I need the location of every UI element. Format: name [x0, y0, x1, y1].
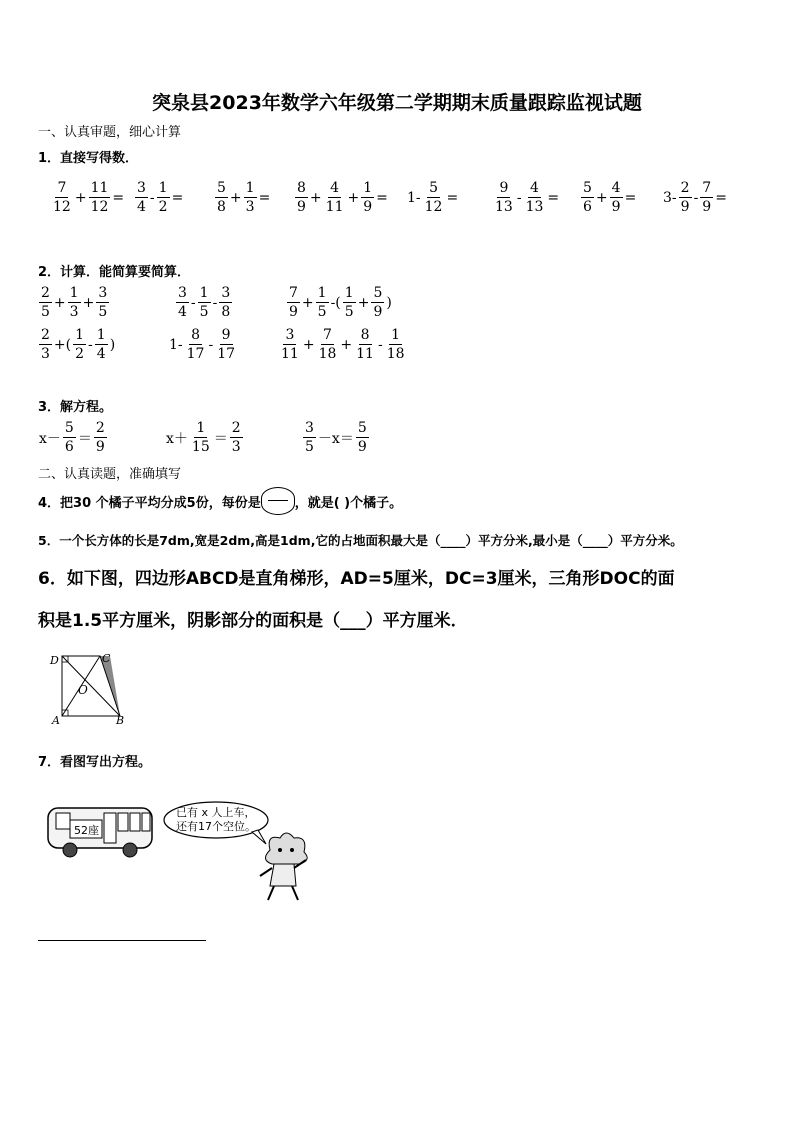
- operator: ＝: [77, 430, 92, 447]
- operator: +: [357, 294, 370, 311]
- numerator: 3: [283, 327, 296, 345]
- bus-window: [56, 813, 70, 829]
- fraction: [423, 180, 445, 215]
- denominator: 3: [231, 439, 241, 456]
- denominator: 9: [373, 304, 383, 321]
- operator: +: [340, 336, 353, 353]
- fraction: [356, 420, 369, 455]
- fraction: [324, 180, 346, 215]
- numerator: 1: [316, 285, 329, 303]
- operator: +: [595, 189, 608, 206]
- numerator: 7: [321, 327, 334, 345]
- fraction: [343, 285, 356, 320]
- denominator: 5: [199, 304, 209, 321]
- denominator: 6: [64, 439, 74, 456]
- denominator: 12: [53, 199, 71, 216]
- denominator: 12: [424, 199, 443, 216]
- question-5: 5．一个长方体的长是7dm,宽是2dm,高是1dm,它的占地面积最大是（____）平方分米,最小是（____）平方分米。: [38, 533, 683, 548]
- numerator: 11: [89, 180, 111, 198]
- fraction: [303, 420, 316, 455]
- fraction: [39, 285, 52, 320]
- numerator: 1: [157, 180, 170, 198]
- numerator: 1: [95, 327, 108, 345]
- denominator: 9: [297, 199, 306, 216]
- numerator: 2: [94, 420, 107, 438]
- fraction: [219, 285, 232, 320]
- q2-item-1: [38, 285, 110, 320]
- operator: -: [149, 189, 155, 206]
- numerator: 2: [39, 327, 52, 345]
- equals-sign: =: [715, 189, 727, 206]
- q2-item-6: [278, 327, 408, 362]
- label-b: B: [116, 714, 125, 726]
- numerator: 3: [303, 420, 316, 438]
- bus-illustration: [44, 804, 158, 860]
- numerator: 3: [176, 285, 189, 303]
- bus-wheel: [63, 843, 77, 857]
- operator: -: [693, 189, 699, 206]
- bus-wheel: [123, 843, 137, 857]
- fraction: [244, 180, 257, 215]
- question-2-label: 2．计算．能简算要简算．: [38, 265, 191, 280]
- fraction: [700, 180, 713, 215]
- denominator: 13: [495, 199, 513, 216]
- denominator: 2: [158, 199, 168, 216]
- character-eye: [278, 848, 282, 852]
- fraction: [51, 180, 73, 215]
- numerator: 1: [389, 327, 402, 345]
- denominator: 9: [357, 439, 367, 456]
- denominator: 18: [386, 346, 405, 363]
- denominator: 4: [96, 346, 106, 363]
- equals-sign: =: [624, 189, 637, 206]
- q3-equation-3: [302, 420, 370, 455]
- numerator: 4: [328, 180, 341, 198]
- numerator: 9: [220, 327, 233, 345]
- denominator: 9: [680, 199, 690, 216]
- fraction: [287, 285, 300, 320]
- close-paren: ): [386, 294, 392, 311]
- q1-row: [50, 180, 750, 224]
- operator: －x＝: [317, 430, 354, 447]
- denominator: 5: [41, 304, 50, 321]
- operator: +: [302, 336, 315, 353]
- operator: -: [88, 336, 93, 353]
- section-2-heading: 二、认真读题，准确填写: [38, 467, 182, 482]
- q4-text-2: ，就是( )个橘子。: [294, 495, 403, 511]
- numerator: 5: [215, 180, 228, 198]
- denominator: 9: [289, 304, 298, 321]
- numerator: 7: [700, 180, 713, 198]
- denominator: 17: [186, 346, 205, 363]
- operator: +: [53, 294, 66, 311]
- q3-equation-1: [38, 420, 108, 455]
- prefix-operator: 1-: [169, 336, 183, 353]
- q1-item-8: [662, 180, 728, 215]
- bus-window: [118, 813, 128, 831]
- numerator: 3: [219, 285, 232, 303]
- numerator: 5: [356, 420, 369, 438]
- equals-sign: =: [446, 189, 459, 206]
- numerator: 5: [371, 285, 384, 303]
- question-3-label: 3．解方程。: [38, 400, 113, 415]
- numerator: 9: [497, 180, 510, 198]
- numerator: 1: [343, 285, 356, 303]
- denominator: 9: [363, 199, 373, 216]
- numerator: 1: [244, 180, 257, 198]
- bubble-line-1: 已有 x 人上车，: [176, 806, 256, 819]
- operator: +(: [53, 336, 72, 353]
- denominator: 4: [137, 199, 146, 216]
- numerator: 7: [287, 285, 300, 303]
- numerator: 1: [361, 180, 374, 198]
- q2-item-3: [286, 285, 393, 320]
- label-c: C: [102, 652, 111, 665]
- numerator: 4: [610, 180, 623, 198]
- q1-item-5: [406, 180, 459, 215]
- denominator: 3: [69, 304, 79, 321]
- operator: -: [190, 294, 196, 311]
- operator: -(: [330, 294, 341, 311]
- fraction: [63, 420, 76, 455]
- question-4: [38, 487, 402, 515]
- denominator: 11: [281, 346, 299, 363]
- denominator: 5: [305, 439, 314, 456]
- operator: +: [309, 189, 322, 206]
- numerator: 5: [63, 420, 76, 438]
- speech-bubble-text: [176, 806, 256, 834]
- denominator: 6: [583, 199, 592, 216]
- denominator: 18: [318, 346, 337, 363]
- fraction: [361, 180, 374, 215]
- character-head: [265, 833, 307, 864]
- fraction: [317, 327, 339, 362]
- q2-item-2: [175, 285, 233, 320]
- operator: -: [212, 294, 218, 311]
- denominator: 9: [95, 439, 105, 456]
- fraction: [295, 180, 308, 215]
- question-6-line-1: 6．如下图，四边形ABCD是直角梯形，AD=5厘米，DC=3厘米，三角形DOC的面: [38, 569, 675, 589]
- trapezoid-figure: [44, 650, 134, 726]
- bus-window: [130, 813, 140, 831]
- operator: +: [229, 189, 242, 206]
- fraction: [679, 180, 692, 215]
- denominator: 11: [325, 199, 344, 216]
- fraction: [581, 180, 594, 215]
- operator: -: [377, 336, 383, 353]
- q4-text-1: 4．把30 个橘子平均分成5份，每份是: [38, 495, 261, 511]
- prefix-operator: x－: [39, 430, 61, 447]
- fraction: [39, 327, 52, 362]
- equals-sign: =: [171, 189, 184, 206]
- q3-equation-2: [165, 420, 244, 455]
- fraction: [68, 285, 81, 320]
- fraction: [230, 420, 243, 455]
- denominator: 8: [221, 304, 231, 321]
- q2-item-4: [38, 327, 116, 362]
- denominator: 17: [217, 346, 236, 363]
- fraction: [215, 180, 228, 215]
- bus-door: [104, 813, 116, 843]
- operator: ＝: [213, 430, 228, 447]
- fraction: [176, 285, 189, 320]
- character-legs: [268, 886, 298, 900]
- numerator: 3: [135, 180, 148, 198]
- operator: +: [301, 294, 314, 311]
- numerator: 1: [194, 420, 207, 438]
- fraction: [96, 285, 109, 320]
- operator: -: [516, 189, 522, 206]
- fraction: [610, 180, 623, 215]
- fraction: [185, 327, 207, 362]
- bus-seat-label: 52座: [74, 824, 99, 837]
- denominator: 9: [611, 199, 621, 216]
- numerator: 2: [679, 180, 692, 198]
- denominator: 3: [41, 346, 50, 363]
- fraction: [215, 327, 237, 362]
- denominator: 4: [178, 304, 187, 321]
- denominator: 15: [191, 439, 210, 456]
- q1-item-3: [214, 180, 271, 215]
- bubble-line-2: 还有17个空位。: [176, 820, 256, 833]
- operator: +: [74, 189, 87, 206]
- denominator: 13: [525, 199, 544, 216]
- question-7-label: 7．看图写出方程。: [38, 755, 152, 770]
- denominator: 9: [702, 199, 712, 216]
- fraction: [316, 285, 329, 320]
- fraction: [493, 180, 515, 215]
- q2-item-5: [168, 327, 238, 362]
- q1-item-6: [492, 180, 560, 215]
- label-d: D: [50, 654, 59, 667]
- bus-window: [142, 813, 150, 831]
- denominator: 12: [90, 199, 109, 216]
- character-eye: [290, 848, 294, 852]
- equals-sign: =: [376, 189, 388, 206]
- denominator: 5: [98, 304, 108, 321]
- page-title: 突泉县2023年数学六年级第二学期期末质量跟踪监视试题: [152, 92, 642, 114]
- denominator: 5: [317, 304, 327, 321]
- fraction: [371, 285, 384, 320]
- section-1-heading: 一、认真审题，细心计算: [38, 125, 182, 140]
- cartoon-character: [252, 830, 316, 902]
- question-1-label: 1．直接写得数．: [38, 151, 139, 166]
- label-a: A: [52, 714, 60, 726]
- operator: +: [347, 189, 360, 206]
- equals-sign: =: [547, 189, 560, 206]
- fraction: [190, 420, 212, 455]
- fraction: [135, 180, 148, 215]
- fraction: [279, 327, 301, 362]
- fraction: [94, 420, 107, 455]
- footnote-rule: [38, 940, 206, 941]
- fraction: [524, 180, 546, 215]
- q1-item-4: [294, 180, 389, 215]
- prefix-operator: 1-: [407, 189, 421, 206]
- close-paren: ): [109, 336, 116, 353]
- question-6-line-2: 积是1.5平方厘米，阴影部分的面积是（___）平方厘米．: [38, 611, 468, 631]
- fraction: [89, 180, 111, 215]
- q1-item-1: [50, 180, 125, 215]
- numerator: 1: [198, 285, 211, 303]
- denominator: 3: [245, 199, 255, 216]
- prefix-operator: x＋: [166, 430, 188, 447]
- denominator: 8: [217, 199, 226, 216]
- fraction: [385, 327, 407, 362]
- denominator: 11: [356, 346, 374, 363]
- denominator: 2: [75, 346, 85, 363]
- fraction: [198, 285, 211, 320]
- q1-item-2: [134, 180, 184, 215]
- denominator: 5: [344, 304, 354, 321]
- character-body: [270, 864, 296, 886]
- numerator: 8: [295, 180, 308, 198]
- fraction: [95, 327, 108, 362]
- numerator: 1: [73, 327, 86, 345]
- prefix-operator: 3-: [663, 189, 677, 206]
- numerator: 2: [230, 420, 243, 438]
- numerator: 5: [427, 180, 440, 198]
- fraction: [354, 327, 376, 362]
- fraction: [157, 180, 170, 215]
- numerator: 5: [581, 180, 594, 198]
- numerator: 8: [359, 327, 372, 345]
- q4-fraction-blank[interactable]: [261, 487, 295, 515]
- numerator: 8: [189, 327, 202, 345]
- operator: -: [208, 336, 214, 353]
- equals-sign: =: [258, 189, 271, 206]
- numerator: 7: [55, 180, 68, 198]
- numerator: 4: [528, 180, 541, 198]
- numerator: 1: [68, 285, 81, 303]
- operator: +: [82, 294, 95, 311]
- label-o: O: [78, 683, 88, 697]
- numerator: 2: [39, 285, 52, 303]
- q1-item-7: [580, 180, 637, 215]
- fraction: [73, 327, 86, 362]
- equals-sign: =: [112, 189, 125, 206]
- numerator: 3: [96, 285, 109, 303]
